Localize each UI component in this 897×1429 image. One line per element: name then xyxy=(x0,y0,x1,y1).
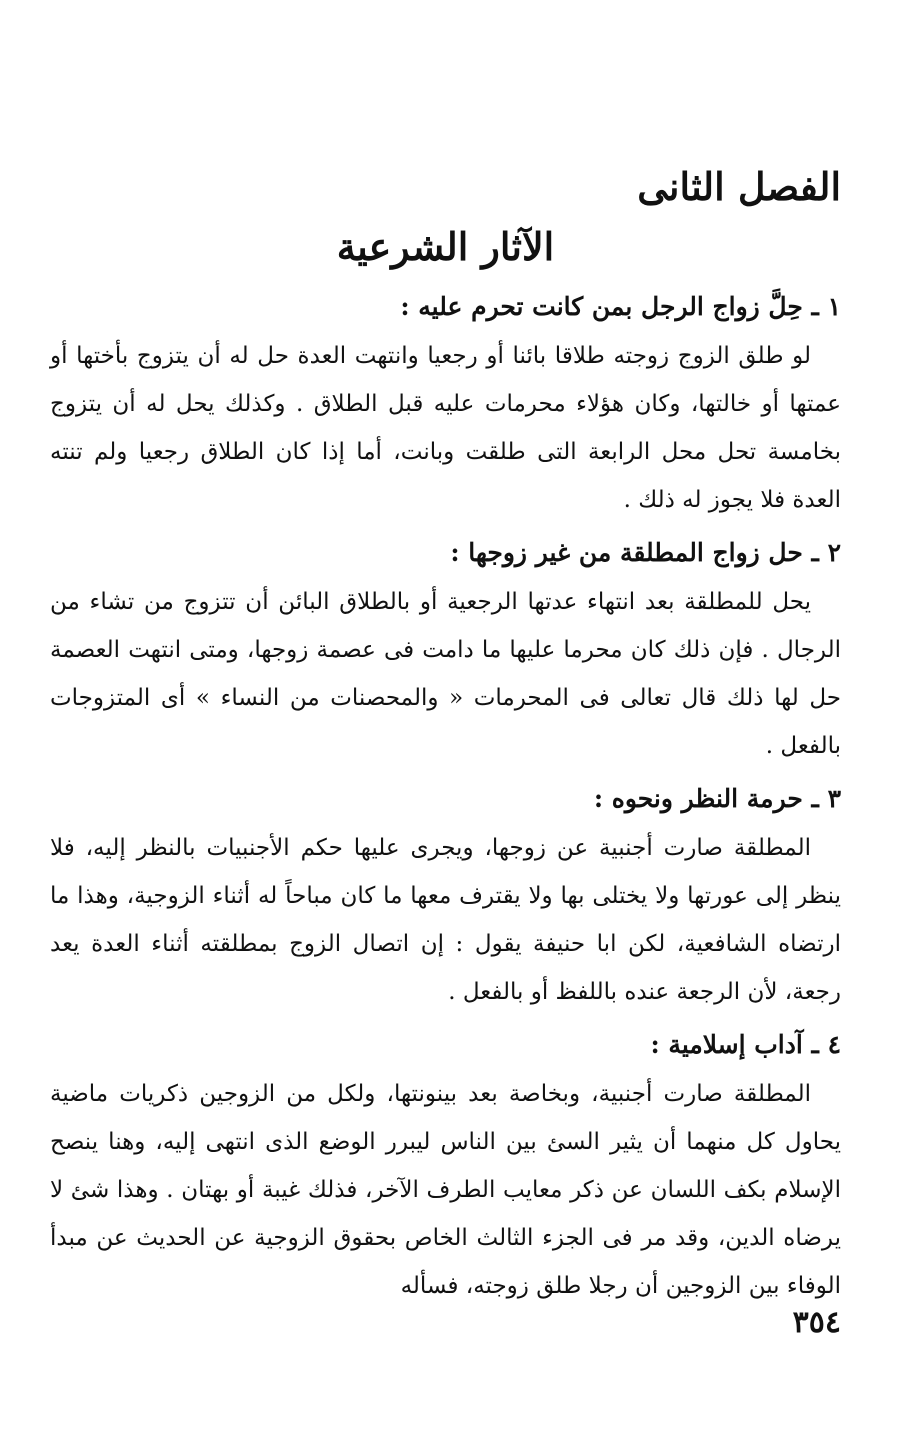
section-heading: ١ ـ حِلَّ زواج الرجل بمن كانت تحرم عليه : xyxy=(400,292,841,321)
section-paragraph: المطلقة صارت أجنبية عن زوجها، ويجرى عليها حكم الأجنبيات بالنظر إليه، فلا ينظر إلى عورتها ولا يختلى بها ولا يقترف معها ما كان مباحاً له أثناء الزوجية، وهذا ما ارتضاه الشافعية، لكن ابا حنيفة يقول : إن اتصال الزوج بمطلقته أثناء العدة يعد رجعة، لأن الرجعة عنده باللفظ أو بالفعل . xyxy=(50,835,841,1005)
page-number: ٣٥٤ xyxy=(792,1305,841,1340)
section-heading: ٢ ـ حل زواج المطلقة من غير زوجها : xyxy=(450,538,841,567)
section-2 xyxy=(50,528,841,770)
section-paragraph: لو طلق الزوج زوجته طلاقا بائنا أو رجعيا وانتهت العدة حل له أن يتزوج بأختها أو عمتها أو خالتها، وكان هؤلاء محرمات عليه قبل الطلاق . وكذلك يحل له أن يتزوج بخامسة تحل محل الرابعة التى طلقت وبانت، أما إذا كان الطلاق رجعيا ولم تنته العدة فلا يجوز له ذلك . xyxy=(50,343,841,513)
section-heading: ٣ ـ حرمة النظر ونحوه : xyxy=(593,784,841,813)
chapter-title: الفصل الثانى xyxy=(637,164,841,209)
section-3 xyxy=(50,774,841,1016)
section-title: الآثار الشرعية xyxy=(336,224,555,269)
section-1 xyxy=(50,282,841,524)
section-paragraph: المطلقة صارت أجنبية، وبخاصة بعد بينونتها، ولكل من الزوجين ذكريات ماضية يحاول كل منهما أن يثير السئ بين الناس ليبرر الوضع الذى انتهى إليه، وهنا ينصح الإسلام بكف اللسان عن ذكر معايب الطرف الآخر، فذلك غيبة أو بهتان . وهذا شئ لا يرضاه الدين، وقد مر فى الجزء الثالث الخاص بحقوق الزوجية عن الحديث عن مبدأ الوفاء بين الزوجين أن رجلا طلق زوجته، فسأله xyxy=(50,1081,841,1299)
section-4 xyxy=(50,1020,841,1310)
section-paragraph: يحل للمطلقة بعد انتهاء عدتها الرجعية أو بالطلاق البائن أن تتزوج من تشاء من الرجال . فإن ذلك كان محرما عليها ما دامت فى عصمة زوجها، ومتى انتهت العصمة حل لها ذلك قال تعالى فى المحرمات « والمحصنات من النساء » أى المتزوجات بالفعل . xyxy=(50,589,841,759)
section-heading: ٤ ـ آداب إسلامية : xyxy=(650,1030,841,1059)
